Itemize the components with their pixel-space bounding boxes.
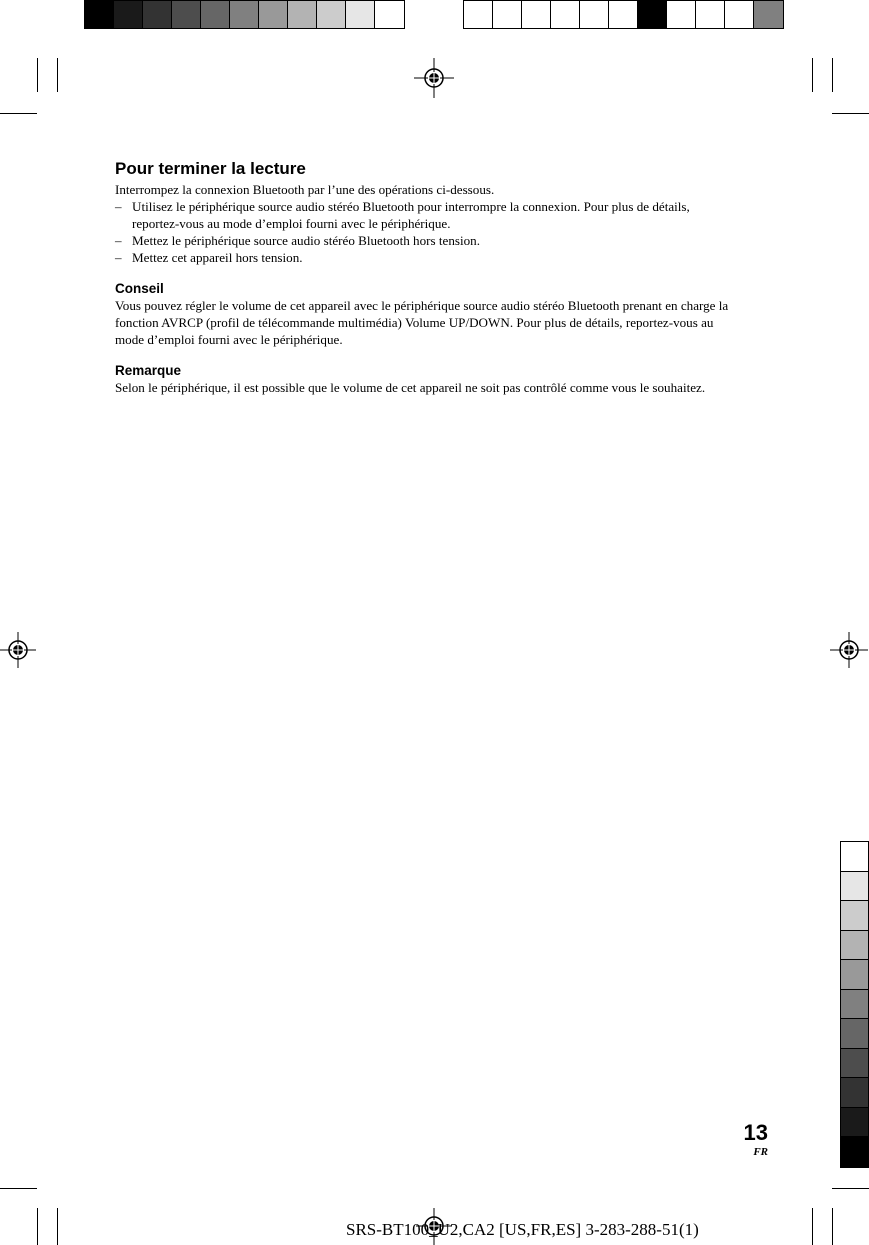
document-code: SRS-BT100_U2,CA2 [US,FR,ES] 3-283-288-51(1) [346,1220,699,1239]
color-swatch [841,842,868,872]
grayscale-calibration-bar [840,841,869,1168]
color-swatch [841,1108,868,1138]
color-swatch [317,1,346,28]
color-swatch [841,1049,868,1079]
list-item-text: Utilisez le périphérique source audio stéréo Bluetooth pour interrompre la connexion. Pour plus de détails, reportez-vous au mode d’emploi fourni avec le périphérique. [132,199,690,231]
color-calibration-bar-left [84,0,405,29]
color-swatch [375,1,404,28]
list-item [115,198,735,232]
note-heading: Remarque [115,363,182,378]
color-swatch [580,1,609,28]
tip-heading: Conseil [115,281,164,296]
list-dash: – [115,199,122,214]
color-swatch [725,1,754,28]
color-swatch [522,1,551,28]
color-swatch [230,1,259,28]
color-swatch [667,1,696,28]
color-swatch [841,872,868,902]
tip-text: Vous pouvez régler le volume de cet appareil avec le périphérique source audio stéréo Bluetooth prenant en charge la fonction AVRCP (profil de télécommande multimédia) Volume UP/DOWN. Pour plus de détails, reportez-vous au mode d’emploi fourni avec le périphérique. [115,298,729,347]
color-swatch [841,960,868,990]
color-swatch [143,1,172,28]
section-intro: Interrompez la connexion Bluetooth par l’une des opérations ci-dessous. [115,182,495,197]
section-title: Pour terminer la lecture [115,159,306,178]
list-item-text: Mettez cet appareil hors tension. [132,250,303,265]
list-item-text: Mettez le périphérique source audio stéréo Bluetooth hors tension. [132,233,480,248]
color-swatch [841,901,868,931]
color-swatch [841,1019,868,1049]
color-swatch [288,1,317,28]
page-number-block [744,1120,768,1159]
color-swatch [551,1,580,28]
color-swatch [841,1137,868,1167]
list-item [115,232,735,249]
color-swatch [346,1,375,28]
list-dash: – [115,233,122,248]
list-item [115,249,735,266]
dash-list [115,198,735,266]
color-swatch [696,1,725,28]
color-swatch [841,1078,868,1108]
color-swatch [754,1,783,28]
color-swatch [841,990,868,1020]
page-content [115,158,735,396]
color-swatch [493,1,522,28]
color-swatch [172,1,201,28]
color-calibration-bar-right [463,0,784,29]
color-swatch [85,1,114,28]
color-swatch [259,1,288,28]
registration-mark-left-icon [0,632,36,668]
color-swatch [201,1,230,28]
page-number: 13 [743,1120,768,1145]
note-text: Selon le périphérique, il est possible que le volume de cet appareil ne soit pas contrôlé comme vous le souhaitez. [115,380,706,395]
page-language: FR [753,1146,768,1158]
color-swatch [464,1,493,28]
registration-mark-right-icon [830,632,868,668]
color-swatch [114,1,143,28]
color-swatch [638,1,667,28]
registration-mark-top-icon [414,58,454,98]
color-swatch [841,931,868,961]
list-dash: – [115,250,122,265]
color-swatch [609,1,638,28]
